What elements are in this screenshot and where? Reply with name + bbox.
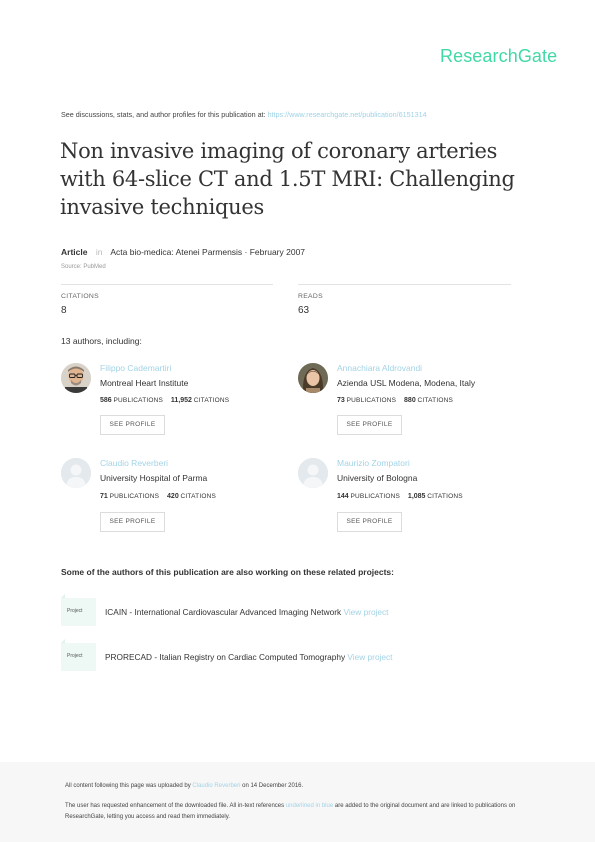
project-tag-icon xyxy=(61,643,96,671)
enhancement-suffix: are added to the original document and are linked to publications on ResearchGate, letting you access and read them immediately. xyxy=(65,803,516,820)
citations-count: 420 xyxy=(167,493,179,500)
project-tag-label: Project xyxy=(67,608,83,614)
page-footer xyxy=(0,762,595,842)
citations-count: 1,085 xyxy=(407,493,426,500)
author-name-link[interactable]: Annachiara Aldrovandi xyxy=(337,363,423,373)
see-profile-button[interactable]: SEE PROFILE xyxy=(100,415,165,435)
upload-prefix: All content following this page was uploaded by xyxy=(65,783,191,789)
author-stats xyxy=(100,397,235,404)
see-discussions-text: See discussions, stats, and author profiles for this publication at: xyxy=(61,110,266,119)
author-institution: University of Bologna xyxy=(337,473,418,483)
publications-label: PUBLICATIONS xyxy=(109,493,160,500)
see-discussions-line xyxy=(61,110,427,119)
citations-count: 11,952 xyxy=(170,397,192,404)
man-glasses-photo-icon xyxy=(61,363,91,393)
citations-count: 880 xyxy=(404,397,416,404)
see-profile-button[interactable]: SEE PROFILE xyxy=(100,512,165,532)
meta-separator: in xyxy=(95,247,103,257)
project-text xyxy=(105,607,388,617)
upload-date: on 14 December 2016. xyxy=(242,783,304,789)
underlined-link[interactable]: underlined in blue xyxy=(285,803,334,809)
see-profile-button[interactable]: SEE PROFILE xyxy=(337,415,402,435)
person-placeholder-icon xyxy=(61,458,91,488)
author-institution: Montreal Heart Institute xyxy=(100,378,189,388)
uploader-link[interactable]: Claudio Reverberi xyxy=(192,783,241,789)
author-stats xyxy=(337,397,459,404)
reads-divider xyxy=(298,284,511,285)
reads-label: READS xyxy=(298,293,323,300)
publications-label: PUBLICATIONS xyxy=(346,397,397,404)
author-name-link[interactable]: Filippo Cademartiri xyxy=(100,363,172,373)
publications-label: PUBLICATIONS xyxy=(113,397,164,404)
person-placeholder-icon xyxy=(298,458,328,488)
publication-url-link[interactable]: https://www.researchgate.net/publication/6151314 xyxy=(267,110,427,119)
publications-count: 73 xyxy=(337,397,345,404)
author-name-link[interactable]: Maurizio Zompatori xyxy=(337,458,410,468)
citations-label: CITATIONS xyxy=(427,493,463,500)
publications-count: 144 xyxy=(337,493,349,500)
related-projects-heading: Some of the authors of this publication are also working on these related projects: xyxy=(61,567,394,577)
publications-count: 71 xyxy=(100,493,108,500)
project-name: ICAIN - International Cardiovascular Advanced Imaging Network xyxy=(105,607,342,617)
project-item xyxy=(61,643,541,673)
publications-count: 586 xyxy=(100,397,112,404)
researchgate-logo[interactable]: ResearchGate xyxy=(440,46,558,66)
reads-value: 63 xyxy=(298,305,310,316)
journal-info: Acta bio-medica: Atenei Parmensis · February 2007 xyxy=(110,247,306,257)
author-avatar[interactable] xyxy=(298,363,328,393)
author-institution: Azienda USL Modena, Modena, Italy xyxy=(337,378,476,388)
citations-label: CITATIONS xyxy=(61,293,99,300)
author-avatar[interactable] xyxy=(298,458,328,488)
publication-title: Non invasive imaging of coronary arteries with 64-slice CT and 1.5T MRI: Challenging invasive techniques xyxy=(60,139,515,219)
article-type: Article xyxy=(61,247,88,257)
citations-label: CITATIONS xyxy=(417,397,454,404)
enhancement-prefix: The user has requested enhancement of the downloaded file. All in-text references xyxy=(65,803,285,809)
author-stats xyxy=(337,493,469,500)
author-stats xyxy=(100,493,222,500)
author-institution: University Hospital of Parma xyxy=(100,473,208,483)
enhancement-notice xyxy=(65,801,535,823)
authors-heading: 13 authors, including: xyxy=(61,336,142,346)
project-tag-label: Project xyxy=(67,653,83,659)
publication-meta xyxy=(61,247,305,257)
author-avatar[interactable] xyxy=(61,363,91,393)
project-name: PRORECAD - Italian Registry on Cardiac Computed Tomography xyxy=(105,652,346,662)
project-tag-icon xyxy=(61,598,96,626)
citations-value: 8 xyxy=(61,305,67,316)
project-item xyxy=(61,598,541,628)
citations-label: CITATIONS xyxy=(193,397,230,404)
see-profile-button[interactable]: SEE PROFILE xyxy=(337,512,402,532)
woman-photo-icon xyxy=(298,363,328,393)
author-name-link[interactable]: Claudio Reverberi xyxy=(100,458,169,468)
upload-notice xyxy=(65,783,303,789)
author-avatar[interactable] xyxy=(61,458,91,488)
citations-label: CITATIONS xyxy=(180,493,217,500)
citations-divider xyxy=(61,284,273,285)
source-text: Source: PubMed xyxy=(61,264,106,270)
publications-label: PUBLICATIONS xyxy=(350,493,401,500)
view-project-link[interactable]: View project xyxy=(343,607,389,617)
view-project-link[interactable]: View project xyxy=(347,652,393,662)
project-text xyxy=(105,652,392,662)
